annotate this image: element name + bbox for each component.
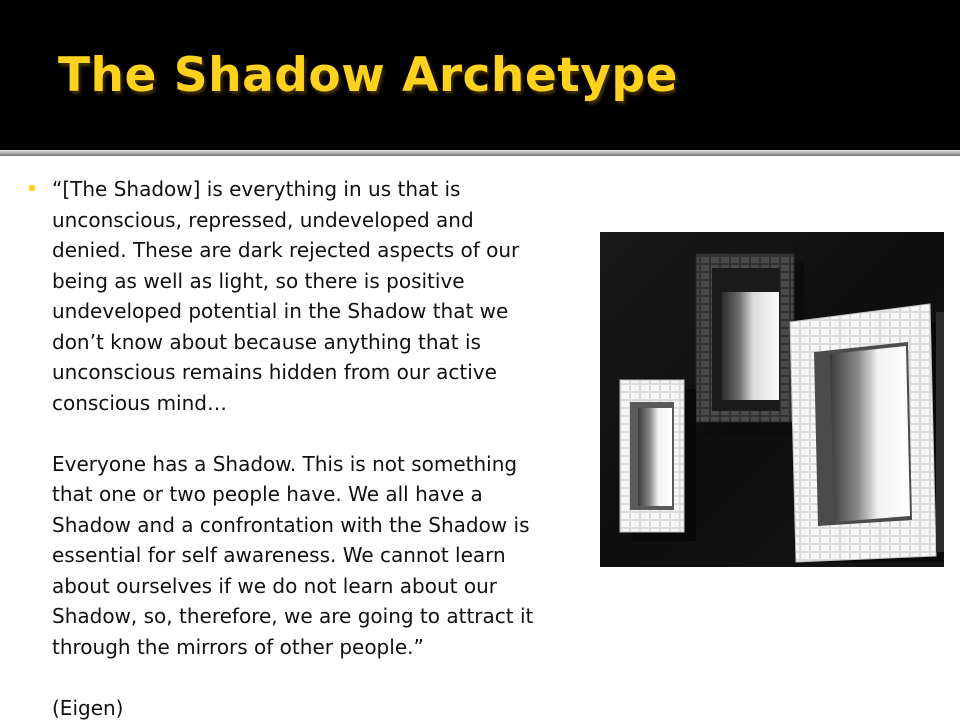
dark-framed-mirror <box>696 254 804 434</box>
content-area <box>0 156 960 720</box>
mirrors-illustration <box>600 232 944 567</box>
small-light-mirror <box>620 380 696 541</box>
quote-text: “[The Shadow] is everything in us that is unconscious, repressed, undeveloped and denied. These are dark rejected aspects of our being as well as light, so there is positive undeveloped potential in the Shadow that we don’t know about because anything that is unconscious remains hidden from our active conscious mind… Everyone has a Shadow. This is not something that one or two people have. We all have a Shadow and a confrontation with the Shadow is essential for self awareness. We cannot learn about ourselves if we do not learn about our Shadow, so, therefore, we are going to attract it through the mirrors of other people.” (Eigen) <box>52 177 534 720</box>
mirrors-photo <box>600 232 944 567</box>
slide-title: The Shadow Archetype <box>58 48 678 103</box>
title-bar <box>0 0 960 150</box>
bullet-marker-icon <box>29 185 35 191</box>
large-light-mirror <box>790 304 944 562</box>
